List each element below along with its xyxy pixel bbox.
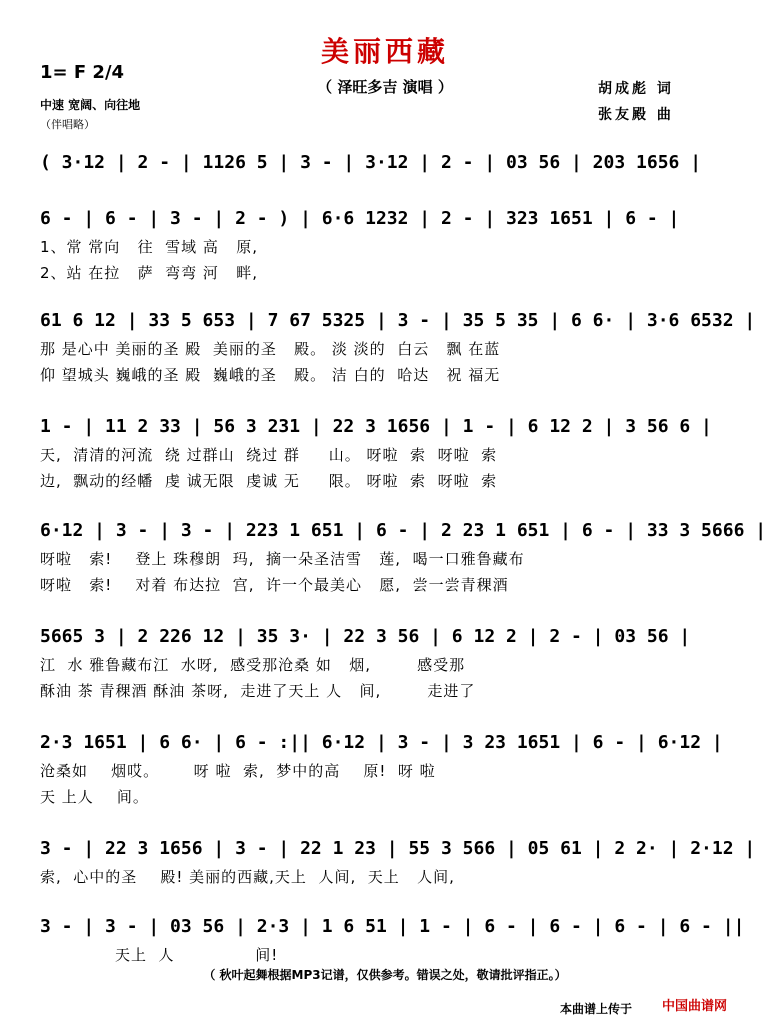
score-line	[40, 912, 745, 968]
lyric-verse-1: 天, 清清的河流 绕 过群山 绕过 群 山。 呀啦 索 呀啦 索	[40, 446, 498, 464]
lyric-verse-1: 天上 人 间!	[40, 946, 279, 964]
site-name: 中国曲谱网	[662, 999, 728, 1014]
score-line	[40, 622, 730, 704]
score-line	[40, 204, 730, 286]
lyric-verse-1: 1、常 常向 往 雪域 高 原,	[40, 238, 258, 256]
score-line	[40, 728, 730, 810]
lyric-verse-1: 呀啦 索! 登上 珠穆朗 玛, 摘一朵圣洁雪 莲, 喝一口雅鲁藏布	[40, 550, 525, 568]
accompaniment-note: （伴唱略）	[40, 118, 95, 131]
key-signature: 1= F 2/4	[40, 62, 125, 83]
lyric-verse-1: 索, 心中的圣 殿! 美丽的西藏,天上 人间, 天上 人间,	[40, 868, 455, 886]
notation: 6·12 | 3 - | 3 - | 223 1 651 | 6 - | 2 23 1 651 | 6 - | 33 3 5666 |	[40, 520, 767, 541]
notation: 6 - | 6 - | 3 - | 2 - ) | 6·6 1232 | 2 - | 323 1651 | 6 - |	[40, 208, 680, 229]
notation: 3 - | 3 - | 03 56 | 2·3 | 1 6 51 | 1 - | 6 - | 6 - | 6 - | 6 - ||	[40, 916, 745, 937]
transcriber-note: （ 秋叶起舞根据MP3记谱，仅供参考。错误之处，敬请批评指正。）	[203, 968, 567, 982]
composer-credit: 张友殿 曲	[598, 107, 674, 123]
lyric-verse-2: 天 上人 间。	[40, 788, 149, 806]
song-title: 美丽西藏	[320, 35, 449, 68]
lyric-verse-1: 那 是心中 美丽的圣 殿 美丽的圣 殿。 淡 淡的 白云 飘 在蓝	[40, 340, 501, 358]
notation: 5665 3 | 2 226 12 | 35 3· | 22 3 56 | 6 12 2 | 2 - | 03 56 |	[40, 626, 691, 647]
notation: 61 6 12 | 33 5 653 | 7 67 5325 | 3 - | 35 5 35 | 6 6· | 3·6 6532 |	[40, 310, 756, 331]
notation: 1 - | 11 2 33 | 56 3 231 | 22 3 1656 | 1 - | 6 12 2 | 3 56 6 |	[40, 416, 712, 437]
lyric-verse-2: 仰 望城头 巍峨的圣 殿 巍峨的圣 殿。 洁 白的 哈达 祝 福无	[40, 366, 501, 384]
score-line	[40, 306, 756, 388]
tempo-marking: 中速 宽阔、向往地	[40, 98, 141, 112]
singer-credit: （ 泽旺多吉 演唱 ）	[317, 78, 453, 96]
notation: ( 3·12 | 2 - | 1126 5 | 3 - | 3·12 | 2 - | 03 56 | 203 1656 |	[40, 152, 702, 173]
score-line	[40, 148, 730, 178]
site-logo[interactable]	[662, 996, 762, 1018]
score-line	[40, 412, 730, 494]
notation: 2·3 1651 | 6 6· | 6 - :|| 6·12 | 3 - | 3 23 1651 | 6 - | 6·12 |	[40, 732, 723, 753]
score-line	[40, 516, 767, 598]
notation: 3 - | 22 3 1656 | 3 - | 22 1 23 | 55 3 566 | 05 61 | 2 2· | 2·12 |	[40, 838, 756, 859]
lyric-verse-1: 江 水 雅鲁藏布江 水呀, 感受那沧桑 如 烟, 感受那	[40, 656, 466, 674]
lyric-verse-2: 2、站 在拉 萨 弯弯 河 畔,	[40, 264, 258, 282]
lyric-verse-2: 边, 飘动的经幡 虔 诚无限 虔诚 无 限。 呀啦 索 呀啦 索	[40, 472, 498, 490]
lyric-verse-1: 沧桑如 烟哎。 呀 啦 索, 梦中的高 原! 呀 啦	[40, 762, 436, 780]
lyric-verse-2: 酥油 茶 青稞酒 酥油 茶呀, 走进了天上 人 间, 走进了	[40, 682, 476, 700]
lyricist-credit: 胡成彪 词	[598, 81, 674, 97]
score-line	[40, 834, 756, 890]
lyric-verse-2: 呀啦 索! 对着 布达拉 宫, 许一个最美心 愿, 尝一尝青稞酒	[40, 576, 509, 594]
upload-label: 本曲谱上传于	[560, 1002, 633, 1016]
